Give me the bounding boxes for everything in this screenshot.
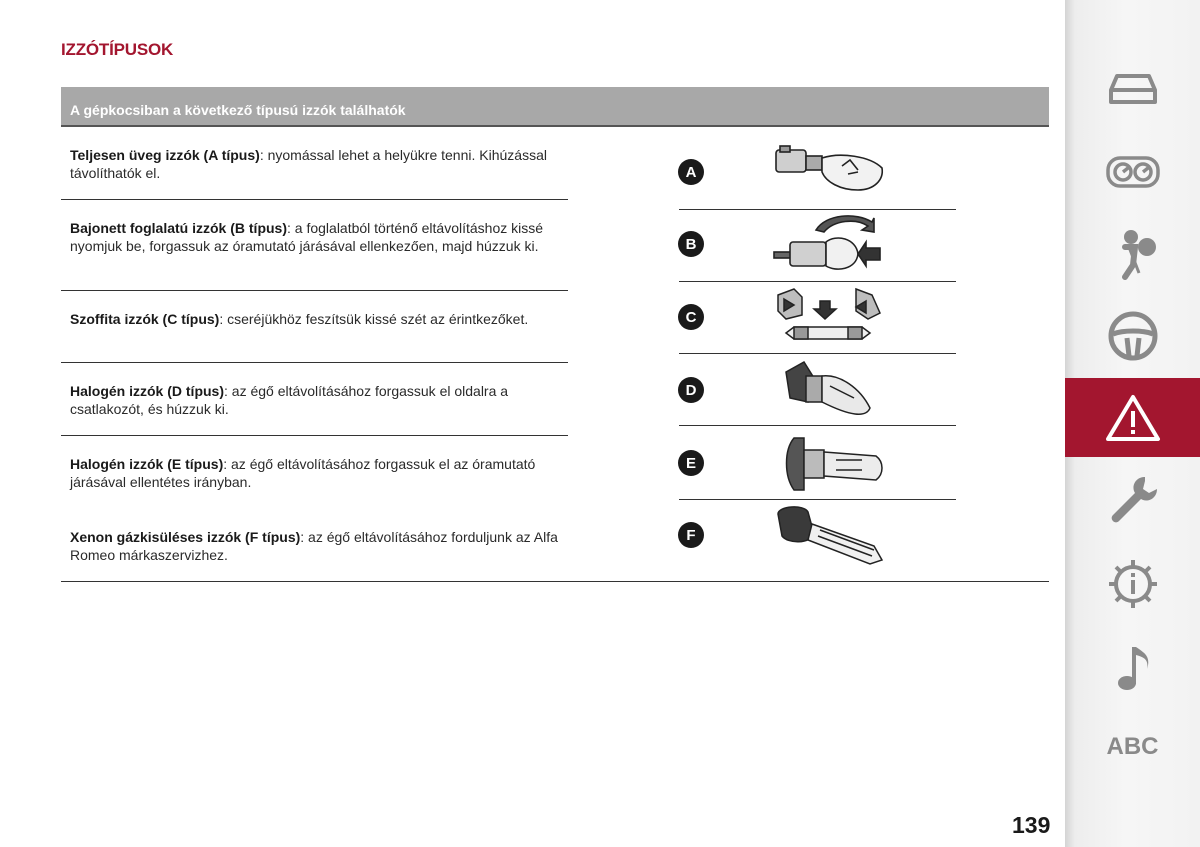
type-letter-badge: F [678, 522, 704, 548]
sidebar-item-technical-data[interactable] [1065, 548, 1200, 620]
warning-triangle-icon [1105, 393, 1161, 443]
bulb-type-name: Teljesen üveg izzók (A típus) [70, 147, 260, 163]
row-divider [679, 281, 956, 282]
bulb-type-description: : cseréjükhöz feszítsük kissé szét az érintkezőket. [219, 311, 529, 327]
music-note-icon [1105, 639, 1161, 695]
info-gear-icon [1105, 556, 1161, 612]
bulb-type-name: Halogén izzók (E típus) [70, 456, 224, 472]
table-header-label: A gépkocsiban a következő típusú izzók találhatók [70, 102, 406, 118]
row-divider [61, 435, 568, 436]
car-icon [1105, 68, 1161, 108]
list-item [70, 455, 560, 491]
steering-wheel-icon [1105, 308, 1161, 364]
bayonet-bulb-icon [770, 212, 890, 276]
type-letter-badge: C [678, 304, 704, 330]
dashboard-icon [1105, 152, 1161, 192]
xenon-bulb-icon [774, 502, 886, 568]
list-item [70, 310, 560, 328]
bulb-type-name: Xenon gázkisüléses izzók (F típus) [70, 529, 301, 545]
sidebar-item-index[interactable] [1065, 726, 1200, 768]
bulb-type-name: Szoffita izzók (C típus) [70, 311, 220, 327]
halogen-bulb-d-icon [780, 358, 880, 422]
wrench-icon [1105, 473, 1161, 529]
sidebar-item-multimedia[interactable] [1065, 632, 1200, 702]
airbag-seatbelt-icon [1105, 225, 1161, 281]
row-divider [61, 290, 568, 291]
bulb-type-description: : az égő eltávolításához forgassuk el az óramutató járásával ellentétes irányban. [70, 456, 536, 490]
row-divider [679, 425, 956, 426]
list-item [70, 528, 560, 564]
row-divider [61, 199, 568, 200]
section-title: IZZÓTÍPUSOK [61, 40, 174, 59]
chapter-sidebar [1065, 0, 1200, 847]
type-letter-badge: A [678, 159, 704, 185]
type-letter-badge: E [678, 450, 704, 476]
type-letter-badge: D [678, 377, 704, 403]
sidebar-item-safety[interactable] [1065, 215, 1200, 290]
bulb-type-description: : nyomással lehet a helyükre tenni. Kihúzással távolíthatók el. [70, 147, 547, 181]
type-letter-badge: B [678, 231, 704, 257]
bulb-type-description: : az égő eltávolításához forduljunk az Alfa Romeo márkaszervizhez. [70, 529, 558, 563]
table-header [61, 87, 1049, 127]
festoon-bulb-icon [772, 287, 888, 349]
list-item [70, 219, 560, 255]
wedge-bulb-icon [770, 144, 890, 196]
table-bottom-rule [61, 581, 1049, 582]
page-number: 139 [1012, 812, 1051, 838]
list-item [70, 146, 560, 182]
row-divider [679, 499, 956, 500]
sidebar-item-instruments[interactable] [1065, 137, 1200, 207]
row-divider [61, 362, 568, 363]
row-divider [679, 353, 956, 354]
bulb-type-name: Halogén izzók (D típus) [70, 383, 224, 399]
bulb-type-name: Bajonett foglalatú izzók (B típus) [70, 220, 287, 236]
abc-index-label: ABC [1106, 733, 1159, 760]
halogen-bulb-e-icon [780, 430, 890, 496]
list-item [70, 382, 560, 418]
row-divider [679, 209, 956, 210]
bulb-type-description: : az égő eltávolításához forgassuk el oldalra a csatlakozót, és húzzuk ki. [70, 383, 509, 417]
bulb-type-description: : a foglalatból történő eltávolításhoz kissé nyomjuk be, forgassuk az óramutató járásával ellenkezően, majd húzzuk ki. [70, 220, 544, 254]
sidebar-item-emergency[interactable] [1065, 378, 1200, 457]
sidebar-item-maintenance[interactable] [1065, 466, 1200, 536]
sidebar-item-vehicle[interactable] [1065, 55, 1200, 120]
sidebar-item-driving[interactable] [1065, 300, 1200, 372]
